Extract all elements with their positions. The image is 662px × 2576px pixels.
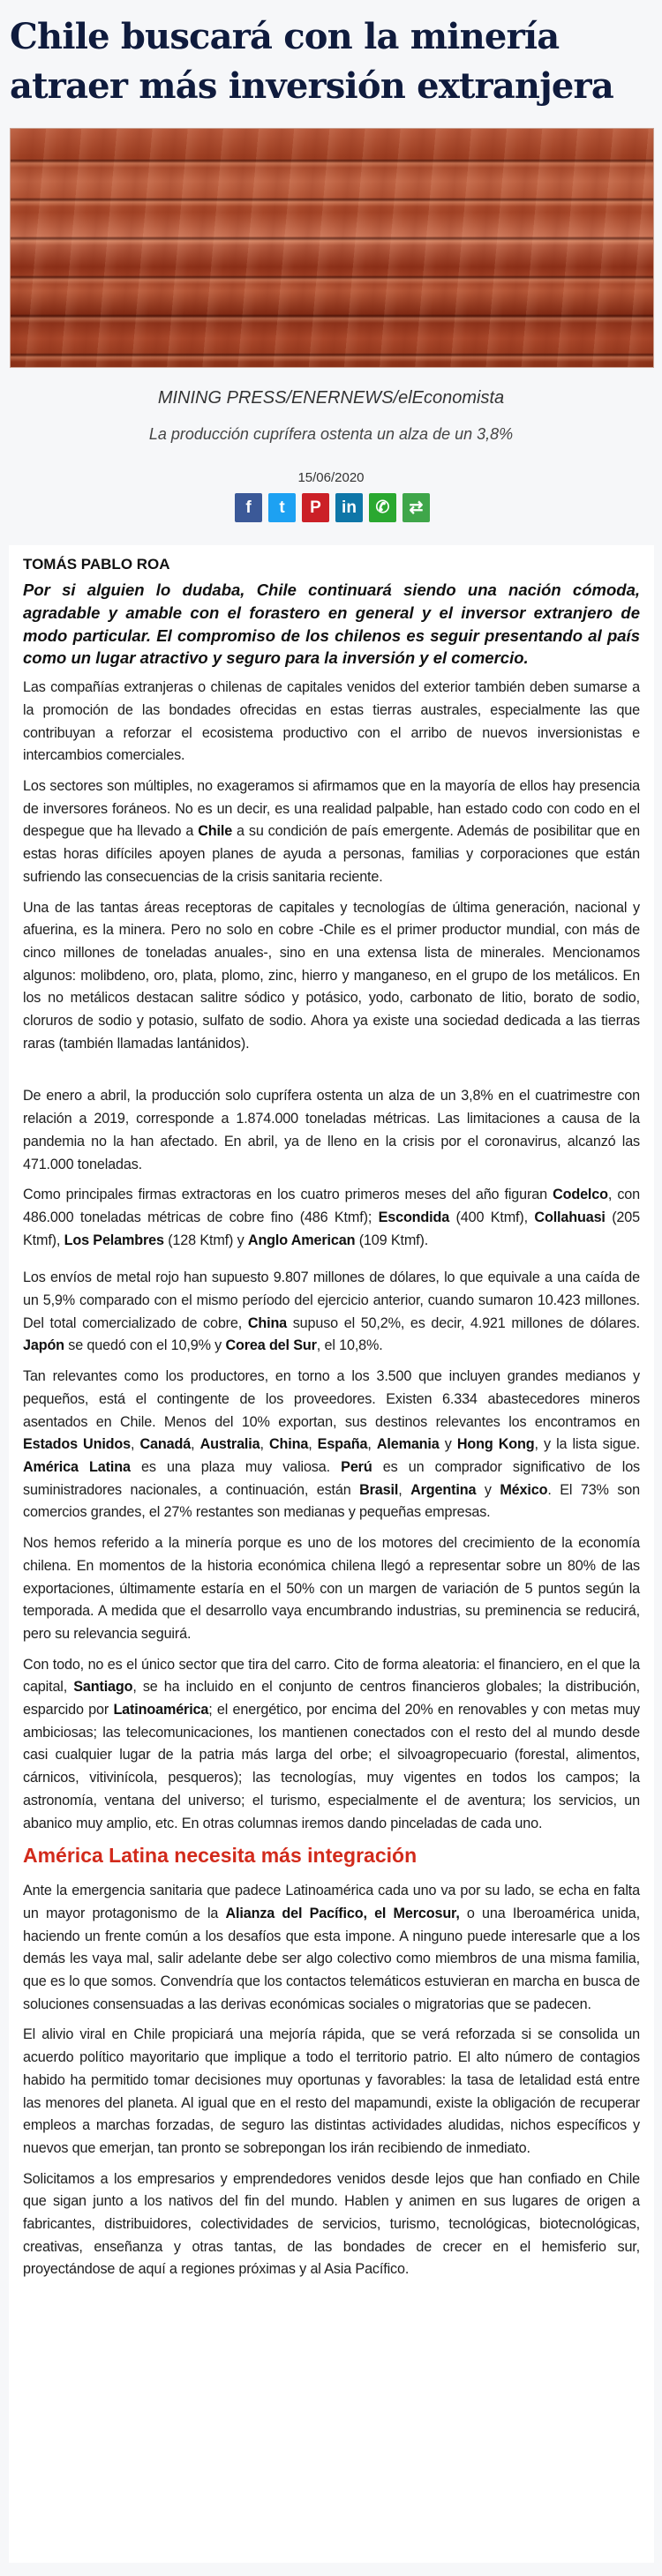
paragraph-text: , [191,1436,200,1453]
paragraph-text: o una Iberoamérica unida, haciendo un frente común a los desafíos que esta impone. A ninguno puede interesarle que a los demás les vaya mal, salir adelante debe ser algo colectivo como miembros de una misma familia, que es lo que somos. Convendría que los contactos telemáticos estuvieran en marcha en busca de soluciones consensuadas a las derivas económicas sociales o migratorias que se padecen. [23,1905,640,2012]
paragraph-text: y [476,1481,500,1498]
paragraph-text: Como principales firmas extractoras en los cuatro primeros meses del año figuran [23,1187,553,1203]
linkedin-share-button[interactable] [335,493,363,522]
article-paragraph [23,897,640,1056]
paragraph-text: Solicitamos a los empresarios y emprendedores venidos desde lejos que han confiado en Chile que sigan junto a los nativos del fin del mundo. Hablen y animen en sus lugares de origen a fabricantes, distribuidores, colectividades de servicios, turismo, tecnológicas, biotecnológicas, creativas, enseñanza y otras tantas, de las bondades de crecer en el hemisferio sur, proyectándose de aquí a regiones próximas y al Asia Pacífico. [23,2170,640,2278]
paragraph-text: , [308,1436,318,1453]
paragraph-text: supuso el 50,2%, es decir, 4.921 millones de dólares. [287,1314,640,1331]
publish-date: 15/06/2020 [297,470,365,485]
bold-text: Canadá [139,1436,192,1453]
whatsapp-icon: ✆ [375,498,390,517]
article-paragraph [23,1880,640,2016]
section-heading: América Latina necesita más integración [23,1844,418,1868]
author-name: TOMÁS PABLO ROA [23,556,170,573]
paragraph-text: (109 Ktmf). [355,1232,429,1248]
bold-text: Alianza del Pacífico, el Mercosur, [225,1905,460,1921]
bold-text: Codelco [553,1187,608,1203]
paragraph-text: , y la lista sigue. [534,1436,640,1453]
article-paragraph [23,1654,640,1836]
article-paragraph [23,1184,640,1252]
paragraph-text: , con 486.000 toneladas métricas de cobre fino (486 Ktmf); [23,1187,640,1225]
bold-text: Anglo American [247,1232,356,1248]
bold-text: Escondida [378,1209,450,1225]
paragraph-text: , [131,1436,140,1453]
bold-text: Estados Unidos [23,1436,132,1453]
more-share-share-button[interactable] [402,493,430,522]
paragraph-text: . El 73% son comercios grandes, el 27% restantes son medianas y pequeñas empresas. [23,1481,640,1521]
article-paragraph [23,1532,640,1646]
paragraph-text: El alivio viral en Chile propiciará una mejoría rápida, que se verá reforzada si se consolida un acuerdo político mayoritario que implique a todo el territorio patrio. El alto número de contagios habido ha permitido tomar decisiones muy oportunas y favorables: la tasa de letalidad está entre las menores del planeta. Al igual que en el resto del mapamundi, existe la obligación de recuperar empleos a marchas forzadas, de seguro las distintas actividades aludidas, nichos específicos y nuevos que emerjan, tan pronto se sobrepongan los irán recibiendo de inmediato. [23,2026,640,2156]
paragraph-text: y [439,1436,457,1453]
pinterest-share-button[interactable] [302,493,329,522]
paragraph-text: Las compañías extranjeras o chilenas de capitales venidos del exterior también deben sumarse a la promoción de las bondades ofrecidas en estas tierras australes, especialmente las que contribuyan a reforzar el ecosistema productivo con el arribo de nuevos inversionistas e intercambios comerciales. [23,679,640,764]
paragraph-text: es una plaza muy valiosa. [130,1458,342,1475]
article-headline: Chile buscará con la minería atraer más inversión extranjera [10,16,613,107]
hero-image-copper [10,128,654,368]
article-body [9,545,654,2563]
paragraph-spacer [23,1063,640,1085]
paragraph-text: Los envíos de metal rojo han supuesto 9.807 millones de dólares, lo que equivale a una caída de un 5,9% comparado con el mismo período del ejercicio anterior, cuando sumaron 10.423 millones. Del total comercializado de cobre, [23,1269,640,1331]
paragraph-text: ; el energético, por encima del 20% en renovables y con metas muy ambiciosas; las telecomunicaciones, los mantienen conectados con el resto del al mundo desde casi cualquier lugar de la patria más larga del orbe; el silvoagropecuario (forestal, alimentos, cárnicos, vitivinícola, pesqueros); las tecnologías, muy vigentes en todos los campos; la astronomía, ventana del universo; el turismo, especialmente el de aventura; los servicios, un abanico muy amplio, etc. En otras columnas iremos dando pinceladas de cada uno. [23,1702,640,1831]
bold-text: España [317,1436,368,1453]
paragraph-text: Nos hemos referido a la minería porque es uno de los motores del crecimiento de la economía chilena. En momentos de la historia económica chilena llegó a representar sobre un 80% de las exportaciones, últimamente estaría en el 50% con un margen de variación de 5 puntos según la temporada. A medida que el desarrollo vaya encumbrando industrias, su preminencia se reducirá, pero su relevancia seguirá. [23,1535,640,1642]
article-subtitle: La producción cuprífera ostenta un alza de un 3,8% [148,425,514,443]
paragraph-text: (128 Ktmf) y [163,1232,248,1248]
bold-text: Corea del Sur [225,1337,317,1354]
paragraph-text: (205 Ktmf), [23,1209,640,1248]
share-buttons [235,493,430,522]
paragraph-text: , el 10,8%. [316,1337,383,1354]
paragraph-text: (400 Ktmf), [449,1209,535,1225]
paragraph-text: Ante la emergencia sanitaria que padece Latinoamérica cada uno va por su lado, se echa en falta un mayor protagonismo de la [23,1883,640,1921]
paragraph-text: es un comprador significativo de los suministradores nacionales, a continuación, están [23,1458,640,1498]
bold-text: América Latina [23,1458,131,1475]
bold-text: Collahuasi [534,1209,606,1225]
bold-text: Australia [199,1436,260,1453]
article-paragraph [23,2024,640,2160]
article-paragraph [23,1085,640,1176]
twitter-share-button[interactable] [268,493,296,522]
bold-text: Los Pelambres [64,1232,164,1248]
article-source: MINING PRESS/ENERNEWS/elEconomista [157,388,505,408]
bold-text: Latinoamérica [113,1702,209,1719]
twitter-icon: t [279,498,285,517]
paragraph-text: , [367,1436,377,1453]
article-paragraph [23,677,640,768]
more-share-icon: ⇄ [409,498,424,517]
bold-text: China [268,1436,309,1453]
bold-text: Chile [198,823,233,840]
paragraph-text: , se ha incluido en el conjunto de centros financieros globales; la distribución, esparcido por [23,1679,640,1719]
bold-text: Santiago [73,1679,133,1696]
article-paragraph [23,2168,640,2282]
pinterest-icon: P [310,498,321,517]
paragraph-text: Con todo, no es el único sector que tira del carro. Cito de forma aleatoria: el financiero, en el que la capital, [23,1656,640,1696]
paragraph-text: , [260,1436,269,1453]
bold-text: China [247,1314,288,1331]
paragraph-text: a su condición de país emergente. Además de posibilitar que en estas horas difíciles apoyen planes de ayuda a personas, familias y corporaciones que están sufriendo las consecuencias de la crisis sanitaria reciente. [23,823,641,885]
bold-text: Japón [23,1337,64,1354]
bold-text: Perú [341,1458,372,1475]
article-paragraph [23,1366,640,1524]
linkedin-icon: in [342,498,357,517]
paragraph-text: De enero a abril, la producción solo cuprífera ostenta un alza de un 3,8% en el cuatrimestre con relación a 2019, corresponde a 1.874.000 toneladas métricas. Las limitaciones a causa de la pandemia no la han afectado. En abril, ya de lleno en la crisis por el coronavirus, alcanzó las 471.000 toneladas. [23,1088,640,1172]
facebook-share-button[interactable] [235,493,262,522]
paragraph-text: , [398,1481,411,1498]
paragraph-text: se quedó con el 10,9% y [64,1337,226,1354]
article-paragraph [23,775,640,889]
paragraph-text: Una de las tantas áreas receptoras de capitales y tecnologías de última generación, nacional y afuerina, es la minera. Pero no solo en cobre -Chile es el primer productor mundial, con más de cinco millones de toneladas anuales-, sino en una extensa lista de minerales. Mencionamos algunos: molibdeno, oro, plata, plomo, zinc, hierro y manganeso, en el grupo de los metálicos. En los no metálicos destacan salitre sódico y potásico, yodo, carbonato de litio, borato de sodio, cloruros de sodio y potasio, sulfato de sodio. Ahora ya existe una sociedad dedicada a las tierras raras (también llamadas lantánidos). [23,899,640,1052]
paragraph-spacer [23,1260,640,1267]
facebook-icon: f [245,498,252,517]
article-lead: Por si alguien lo dudaba, Chile continuará siendo una nación cómoda, agradable y amable con el forastero en general y el inversor extranjero de modo particular. El compromiso de los chilenos es seguir presentando al país como un lugar atractivo y seguro para la inversión y el comercio. [23,580,640,668]
bold-text: México [500,1481,548,1498]
bold-text: Hong Kong [456,1436,535,1453]
whatsapp-share-button[interactable] [369,493,396,522]
bold-text: Brasil [359,1481,399,1498]
paragraph-text: Los sectores son múltiples, no exageramos si afirmamos que en la mayoría de ellos hay presencia de inversores foráneos. No es un decir, es una realidad palpable, han estado codo con codo en el despegue que ha llevado a [23,778,640,840]
bold-text: Argentina [410,1481,477,1498]
bold-text: Alemania [376,1436,440,1453]
article-paragraph [23,1267,640,1358]
paragraph-text: Tan relevantes como los productores, en torno a los 3.500 que incluyen grandes medianos y pequeños, está el contingente de los proveedores. Existen 6.334 abastecedores mineros asentados en Chile. Menos del 10% exportan, sus destinos relevantes los encontramos en [23,1368,640,1430]
